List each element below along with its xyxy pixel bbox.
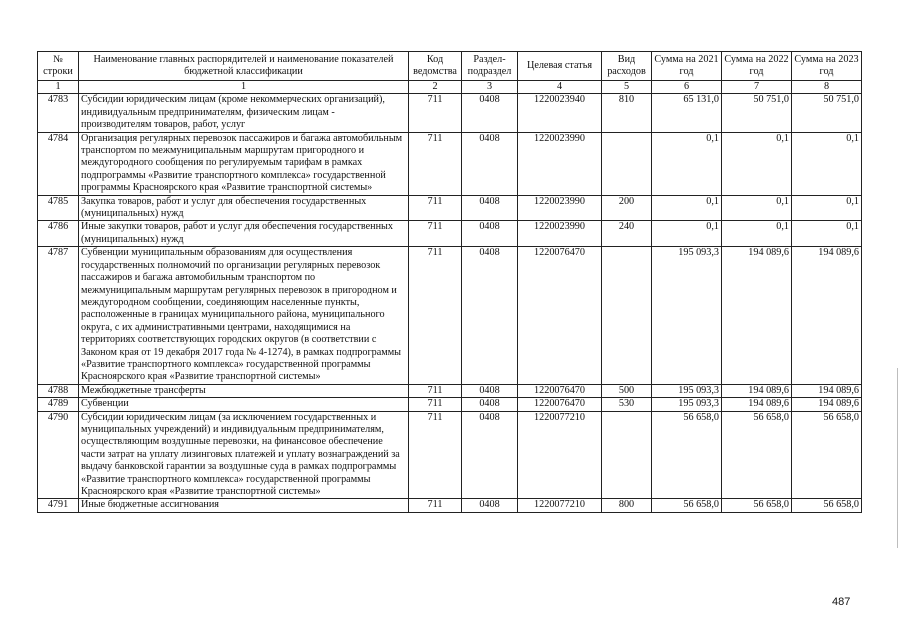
row-cel: 1220076470 — [518, 398, 602, 411]
row-vid: 800 — [602, 499, 652, 512]
row-vid: 240 — [602, 221, 652, 247]
row-sum-2022: 50 751,0 — [722, 94, 792, 132]
header-2022: Сумма на 2022 год — [722, 52, 792, 81]
row-num: 4791 — [38, 499, 79, 512]
row-sum-2022: 0,1 — [722, 195, 792, 221]
row-vid: 810 — [602, 94, 652, 132]
row-num: 4788 — [38, 384, 79, 397]
row-vid: 500 — [602, 384, 652, 397]
row-cel: 1220076470 — [518, 247, 602, 384]
row-sum-2021: 0,1 — [652, 195, 722, 221]
row-sum-2021: 56 658,0 — [652, 499, 722, 512]
row-sum-2023: 0,1 — [792, 195, 862, 221]
row-razdel: 0408 — [462, 195, 518, 221]
row-sum-2023: 0,1 — [792, 221, 862, 247]
row-razdel: 0408 — [462, 247, 518, 384]
row-name: Субсидии юридическим лицам (за исключением государственных и муниципальных учреждений) и индивидуальным предпринимателям, осуществляющим воздушные перевозки, на финансовое обеспечение части затрат на уплату лизинговых платежей и уплату вознаграждений за выдачу банковской гарантии за воздушные суда в рамках подпрограммы «Развитие транспортного комплекса» государственной программы Красноярского края «Развитие транспортной системы» — [79, 411, 409, 499]
header-ved: Код ведомства — [409, 52, 462, 81]
table-row — [38, 132, 862, 195]
header-cel: Целевая статья — [518, 52, 602, 81]
row-sum-2022: 56 658,0 — [722, 411, 792, 499]
row-razdel: 0408 — [462, 398, 518, 411]
row-vid: 200 — [602, 195, 652, 221]
row-cel: 1220077210 — [518, 411, 602, 499]
column-number: 3 — [462, 81, 518, 94]
row-num: 4787 — [38, 247, 79, 384]
row-name: Субвенции — [79, 398, 409, 411]
row-cel: 1220023990 — [518, 195, 602, 221]
row-sum-2021: 195 093,3 — [652, 398, 722, 411]
row-razdel: 0408 — [462, 499, 518, 512]
row-cel: 1220076470 — [518, 384, 602, 397]
row-name: Иные закупки товаров, работ и услуг для обеспечения государственных (муниципальных) нужд — [79, 221, 409, 247]
row-vid — [602, 411, 652, 499]
page-number: 487 — [832, 596, 851, 608]
row-sum-2023: 0,1 — [792, 132, 862, 195]
row-name: Закупка товаров, работ и услуг для обеспечения государственных (муниципальных) нужд — [79, 195, 409, 221]
row-cel: 1220023990 — [518, 132, 602, 195]
row-vid — [602, 247, 652, 384]
header-2023: Сумма на 2023 год — [792, 52, 862, 81]
row-ved: 711 — [409, 384, 462, 397]
row-sum-2022: 56 658,0 — [722, 499, 792, 512]
row-ved: 711 — [409, 499, 462, 512]
row-sum-2023: 194 089,6 — [792, 398, 862, 411]
row-ved: 711 — [409, 94, 462, 132]
row-sum-2022: 194 089,6 — [722, 247, 792, 384]
scan-artifact-line — [897, 368, 898, 548]
row-cel: 1220077210 — [518, 499, 602, 512]
row-razdel: 0408 — [462, 411, 518, 499]
row-sum-2022: 0,1 — [722, 221, 792, 247]
row-sum-2022: 194 089,6 — [722, 384, 792, 397]
row-ved: 711 — [409, 411, 462, 499]
row-num: 4790 — [38, 411, 79, 499]
row-sum-2021: 0,1 — [652, 221, 722, 247]
row-ved: 711 — [409, 195, 462, 221]
row-name: Субсидии юридическим лицам (кроме некоммерческих организаций), индивидуальным предпринимателям, физическим лицам - производителям товаров, работ, услуг — [79, 94, 409, 132]
table-row — [38, 247, 862, 384]
row-razdel: 0408 — [462, 384, 518, 397]
budget-table — [37, 51, 862, 513]
table-row — [38, 94, 862, 132]
row-num: 4784 — [38, 132, 79, 195]
row-sum-2023: 50 751,0 — [792, 94, 862, 132]
column-number: 7 — [722, 81, 792, 94]
row-num: 4783 — [38, 94, 79, 132]
table-row — [38, 384, 862, 397]
header-num: № строки — [38, 52, 79, 81]
row-razdel: 0408 — [462, 221, 518, 247]
row-razdel: 0408 — [462, 132, 518, 195]
table-row — [38, 499, 862, 512]
row-num: 4789 — [38, 398, 79, 411]
row-num: 4786 — [38, 221, 79, 247]
row-sum-2023: 194 089,6 — [792, 384, 862, 397]
row-sum-2021: 56 658,0 — [652, 411, 722, 499]
row-sum-2022: 194 089,6 — [722, 398, 792, 411]
header-row — [38, 52, 862, 81]
row-ved: 711 — [409, 221, 462, 247]
row-name: Межбюджетные трансферты — [79, 384, 409, 397]
row-vid — [602, 132, 652, 195]
header-2021: Сумма на 2021 год — [652, 52, 722, 81]
row-cel: 1220023990 — [518, 221, 602, 247]
table-row — [38, 221, 862, 247]
column-number: 1 — [79, 81, 409, 94]
row-name: Иные бюджетные ассигнования — [79, 499, 409, 512]
row-ved: 711 — [409, 247, 462, 384]
row-ved: 711 — [409, 398, 462, 411]
row-name: Организация регулярных перевозок пассажиров и багажа автомобильным транспортом по межмуниципальным маршрутам пригородного и междугородного сообщения по регулируемым тарифам в рамках подпрограммы «Развитие транспортного комплекса» государственной программы Красноярского края «Развитие транспортной системы» — [79, 132, 409, 195]
table-row — [38, 398, 862, 411]
table-row — [38, 195, 862, 221]
row-name: Субвенции муниципальным образованиям для осуществления государственных полномочий по организации регулярных перевозок пассажиров и багажа автомобильным транспортом по межмуниципальным маршрутам регулярных перевозок в пригородном и междугородном сообщении, соединяющим населенные пункты, расположенные в границах муниципального района, муниципального округа, с их административными центрами, находящимися на территориях соответствующих городских округов (в соответствии с Законом края от 19 декабря 2017 года № 4-1274), в рамках подпрограммы «Развитие транспортного комплекса» государственной программы Красноярского края «Развитие транспортной системы» — [79, 247, 409, 384]
header-razdel: Раздел-подраздел — [462, 52, 518, 81]
header-name: Наименование главных распорядителей и наименование показателей бюджетной классификации — [79, 52, 409, 81]
column-number: 5 — [602, 81, 652, 94]
row-sum-2023: 56 658,0 — [792, 411, 862, 499]
row-cel: 1220023940 — [518, 94, 602, 132]
row-sum-2021: 0,1 — [652, 132, 722, 195]
row-sum-2023: 56 658,0 — [792, 499, 862, 512]
row-num: 4785 — [38, 195, 79, 221]
row-sum-2021: 65 131,0 — [652, 94, 722, 132]
row-sum-2022: 0,1 — [722, 132, 792, 195]
table-row — [38, 411, 862, 499]
header-vid: Вид расходов — [602, 52, 652, 81]
row-vid: 530 — [602, 398, 652, 411]
column-number: 2 — [409, 81, 462, 94]
column-number: 4 — [518, 81, 602, 94]
row-sum-2021: 195 093,3 — [652, 384, 722, 397]
column-number-row — [38, 81, 862, 94]
row-razdel: 0408 — [462, 94, 518, 132]
row-ved: 711 — [409, 132, 462, 195]
column-number: 1 — [38, 81, 79, 94]
column-number: 8 — [792, 81, 862, 94]
column-number: 6 — [652, 81, 722, 94]
row-sum-2023: 194 089,6 — [792, 247, 862, 384]
row-sum-2021: 195 093,3 — [652, 247, 722, 384]
